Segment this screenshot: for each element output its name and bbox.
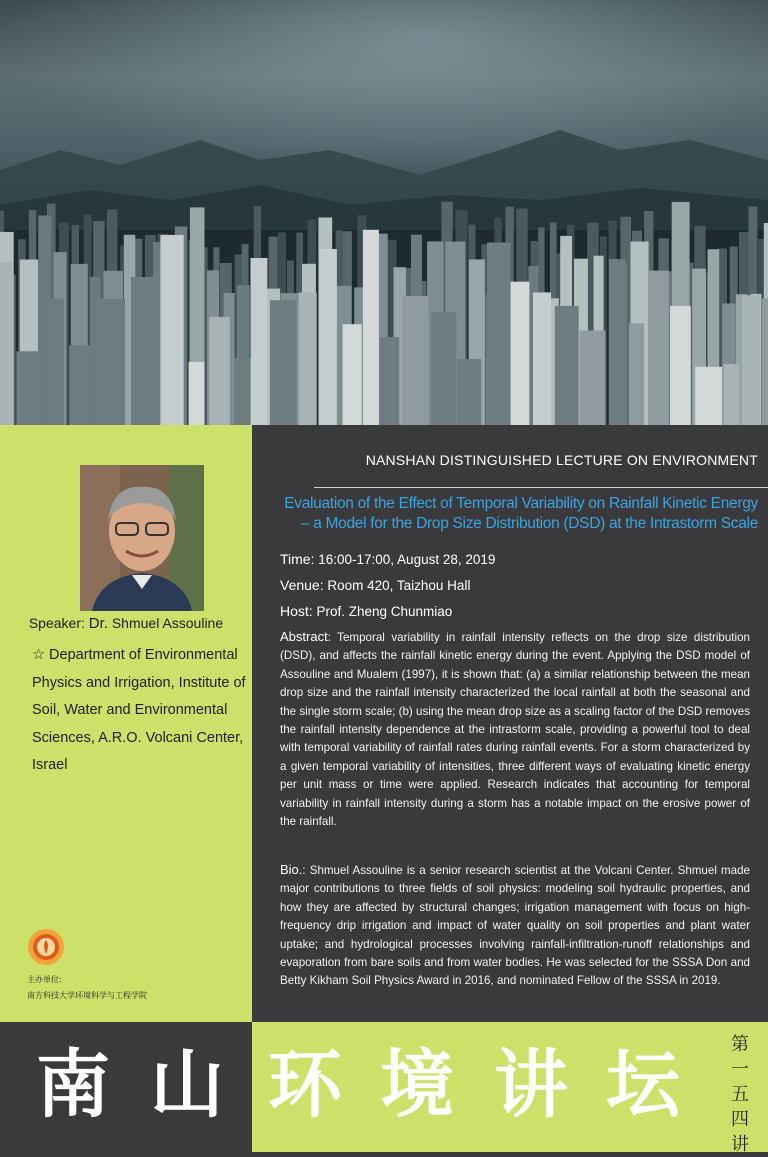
skyline-building — [0, 263, 13, 426]
speaker-affiliation: ☆ Department of Environmental Physics and Irrigation, Institute of Soil, Water and Environmental Sciences, A.R.O. Volcani Center, Israel — [32, 647, 246, 773]
skyline-building — [742, 295, 760, 425]
banner-char-jing: 境 — [380, 1042, 454, 1128]
sustech-logo — [27, 928, 65, 966]
skyline-building — [487, 243, 511, 426]
banner-char-tan: 坛 — [606, 1042, 680, 1128]
banner-char-shan: 山 — [150, 1042, 224, 1128]
skyline-building — [189, 362, 205, 425]
abstract-text: : Temporal variability in rainfall intensity reflects on the drop size distribution (DSD), and affects the rainfall kinetic energy during the event. Applying the DSD model of Assouline and Mualem (1997), it is shown that: (a) a similar relationship between the mean drop size and the rainfall intensity characterized the local rainfall at both the seasonal and the single storm scale; (b) using the mean drop size as a scaling factor of the DSD removes the rainfall intensity dependence at the intrastorm scale, providing a powerful tool to deal with temporal variability of rainfall rates during rainfall events. For a storm characterized by a given temporal variability of intensities, three different ways of evaluating kinetic energy per unit mass or time were applied. Research indicates that accounting for temporal variability in rainfall intensity during a storm has a notable impact on the erosive power of the rainfall. — [280, 631, 750, 829]
skyline-building — [97, 299, 125, 425]
skyline-building — [457, 359, 481, 425]
skyline-building — [555, 306, 579, 425]
venue-label: Venue: — [280, 577, 324, 593]
hero-city-rain-photo — [0, 0, 768, 425]
speaker-panel — [0, 425, 252, 1022]
skyline-building — [580, 331, 606, 426]
skyline-building — [629, 323, 644, 425]
speaker-line — [0, 615, 252, 632]
skyline-building — [431, 312, 456, 425]
series-title: NANSHAN DISTINGUISHED LECTURE ON ENVIRONMENT — [365, 452, 758, 468]
skyline-building — [511, 282, 530, 425]
time-label: Time: — [280, 551, 315, 567]
speaker-title: Dr. — [88, 615, 108, 632]
abstract-label: Abstract — [280, 629, 328, 644]
lecture-issue-number: 第一五四讲 — [731, 1034, 749, 1155]
skyline-building — [723, 364, 739, 425]
banner-char-nan: 南 — [36, 1042, 110, 1128]
lecture-title — [252, 494, 758, 534]
time-row — [280, 551, 495, 567]
host-label: Host: — [280, 603, 313, 619]
organizer-label: 主办单位: — [27, 975, 62, 984]
speaker-label: Speaker: — [28, 615, 89, 631]
skyline-building — [319, 249, 337, 425]
skyline-building — [45, 299, 64, 425]
skyline-building — [379, 337, 399, 425]
speaker-name: Shmuel Assouline — [107, 615, 224, 631]
skyline-building — [695, 367, 722, 425]
skyline-building — [251, 258, 268, 425]
venue-row — [280, 577, 470, 593]
skyline-building — [209, 317, 230, 425]
lecture-title-line-2: – a Model for the Drop Size Distribution (DSD) at the Intrastorm Scale — [300, 515, 758, 532]
skyline-building — [160, 235, 183, 425]
skyline-building — [762, 298, 768, 425]
lecture-title-line-1: Evaluation of the Effect of Temporal Variability on Rainfall Kinetic Energy — [284, 495, 758, 512]
skyline-building — [131, 277, 159, 425]
bio-label: Bio. — [280, 862, 303, 877]
bio — [280, 861, 750, 991]
host-value: Prof. Zheng Chunmiao — [312, 604, 453, 619]
skyline-building — [16, 351, 39, 425]
divider — [314, 487, 768, 488]
organizer-name: 南方科技大学环境科学与工程学院 — [27, 991, 147, 1000]
abstract — [280, 628, 750, 831]
skyline-building — [402, 296, 429, 425]
skyline-building — [69, 345, 93, 425]
time-value: 16:00-17:00, August 28, 2019 — [314, 552, 496, 567]
venue-value: Room 420, Taizhou Hall — [323, 578, 471, 593]
skyline-building — [270, 300, 297, 425]
skyline-building — [670, 306, 691, 425]
skyline-building — [343, 324, 362, 425]
skyline-building — [363, 230, 379, 425]
host-row — [280, 603, 452, 619]
bio-text: : Shmuel Assouline is a senior research scientist at the Volcani Center. Shmuel made major contributions to three fields of soil physics: modeling soil hydraulic properties, and how they are affected by structural changes; irrigation management with focus on high-frequency drip irrigation and impact of water quality on soil properties and plant water uptake; and hydrological processes involving rainfall-infiltration-runoff relationships and evaporation from bare soils and from water bodies. He was selected for the SSSA Don and Betty Kikham Soil Physics Award in 2016, and nominated Fellow of the SSSA in 2019. — [280, 864, 750, 988]
skyline-building — [649, 271, 669, 425]
speaker-portrait — [80, 465, 204, 611]
skyline-building — [299, 293, 317, 426]
skyline-building — [533, 292, 551, 425]
banner-char-jiang: 讲 — [494, 1042, 568, 1128]
skyline-building — [234, 358, 250, 425]
skyline-building — [609, 259, 626, 425]
banner-char-huan: 环 — [268, 1042, 342, 1128]
lecture-panel — [252, 425, 768, 1022]
organizer-block — [27, 972, 147, 1004]
